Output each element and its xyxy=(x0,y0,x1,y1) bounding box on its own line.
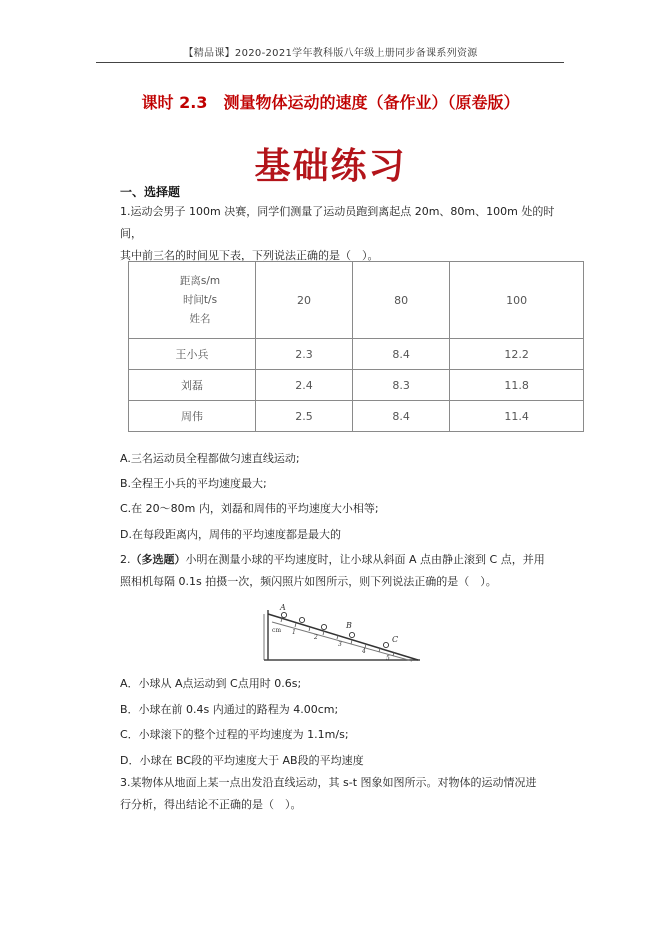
time-cell: 2.5 xyxy=(256,401,353,432)
corner-name-label: 姓名 xyxy=(189,312,211,325)
q1-option-b: B.全程王小兵的平均速度最大; xyxy=(120,477,267,490)
time-cell: 11.4 xyxy=(450,401,584,432)
ruler-label: 4 xyxy=(362,648,366,655)
q2-stem-text: 小明在测量小球的平均速度时，让小球从斜面 A 点由静止滚到 C 点，并用 xyxy=(185,553,545,566)
ruler-label: 1 xyxy=(292,629,296,636)
q3-stem xyxy=(120,772,560,816)
runner-name: 刘磊 xyxy=(129,370,256,401)
q2-option-b: B．小球在前 0.4s 内通过的路程为 4.00cm; xyxy=(120,703,339,716)
incline-ruler-figure xyxy=(262,604,422,662)
q1-stem xyxy=(120,201,560,267)
section-heading-choice: 一、选择题 xyxy=(120,185,181,199)
corner-distance-label: 距离s/m xyxy=(179,274,221,287)
ball-mark xyxy=(383,642,388,647)
runner-name: 王小兵 xyxy=(129,339,256,370)
q1-option-d: D.在每段距离内，周伟的平均速度都是最大的 xyxy=(120,528,341,541)
q2-multi-select-tag: （多选题） xyxy=(130,553,186,566)
column-header: 100 xyxy=(450,262,584,339)
time-cell: 8.4 xyxy=(353,339,450,370)
q2-option-c: C．小球滚下的整个过程的平均速度为 1.1m/s; xyxy=(120,728,349,741)
q1-stem-line2: 其中前三名的时间见下表，下列说法正确的是（ ）。 xyxy=(120,249,379,262)
time-cell: 8.3 xyxy=(353,370,450,401)
q2-option-d: D．小球在 BC段的平均速度大于 AB段的平均速度 xyxy=(120,754,364,767)
ruler-label: 5 xyxy=(386,655,390,662)
q2-option-a: A．小球从 A点运动到 C点用时 0.6s; xyxy=(120,677,302,690)
time-cell: 2.4 xyxy=(256,370,353,401)
time-cell: 8.4 xyxy=(353,401,450,432)
column-header: 80 xyxy=(353,262,450,339)
ball-mark xyxy=(299,617,304,622)
q3-stem-line2: 行分析，得出结论不正确的是（ ）。 xyxy=(120,798,302,811)
table-corner-cell xyxy=(129,262,256,339)
time-cell: 11.8 xyxy=(450,370,584,401)
q1-option-c: C.在 20～80m 内，刘磊和周伟的平均速度大小相等; xyxy=(120,502,379,515)
ball-mark xyxy=(349,632,354,637)
lesson-title: 课时 2.3 测量物体运动的速度（备作业）（原卷版） xyxy=(141,93,520,112)
section-banner: 基础练习 xyxy=(254,145,407,187)
q2-stem xyxy=(120,549,560,593)
q2-stem-line1 xyxy=(120,549,560,571)
table-row xyxy=(129,370,584,401)
time-cell: 12.2 xyxy=(450,339,584,370)
ruler-label: 2 xyxy=(314,634,318,641)
q2-stem-line2: 照相机每隔 0.1s 拍摄一次，频闪照片如图所示，则下列说法正确的是（ ）。 xyxy=(120,575,497,588)
page-header: 【精品课】2020-2021学年教科版八年级上册同步备课系列资源 xyxy=(183,48,478,59)
ruler-label: 3 xyxy=(338,641,342,648)
q1-option-a: A.三名运动员全程都做匀速直线运动; xyxy=(120,452,300,465)
ruler-edge xyxy=(272,622,412,661)
ball-mark xyxy=(321,624,326,629)
corner-time-label: 时间t/s xyxy=(182,293,218,306)
ball-mark xyxy=(281,612,286,617)
table-row xyxy=(129,401,584,432)
time-cell: 2.3 xyxy=(256,339,353,370)
point-a-label: A xyxy=(280,604,286,612)
q1-results-table xyxy=(128,261,584,432)
column-header: 20 xyxy=(256,262,353,339)
runner-name: 周伟 xyxy=(129,401,256,432)
unit-label: cm xyxy=(272,627,282,634)
table-header-row xyxy=(129,262,584,339)
point-c-label: C xyxy=(392,635,399,644)
q2-number: 2. xyxy=(120,553,131,566)
q1-stem-line1: 1.运动会男子 100m 决赛，同学们测量了运动员跑到离起点 20m、80m、100m 处的时间， xyxy=(120,205,555,240)
header-divider xyxy=(96,62,564,63)
table-row xyxy=(129,339,584,370)
q3-stem-line1: 3.某物体从地面上某一点出发沿直线运动，其 s-t 图象如图所示。对物体的运动情况进 xyxy=(120,776,537,789)
ball-positions xyxy=(281,612,388,647)
point-b-label: B xyxy=(346,621,352,630)
